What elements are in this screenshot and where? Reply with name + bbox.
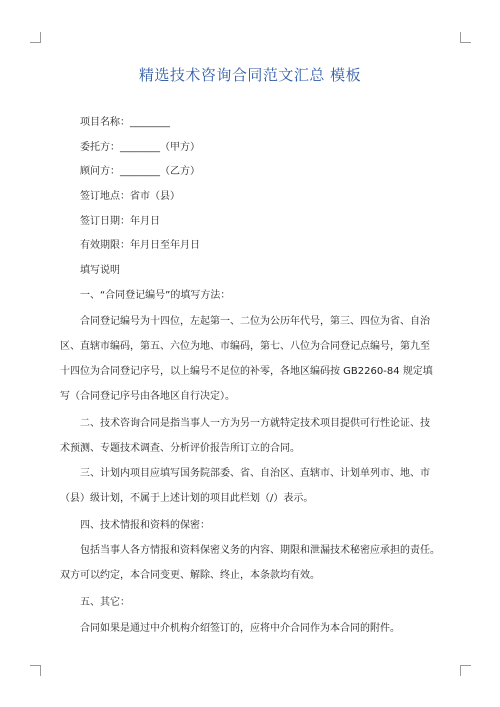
paragraph-3-line: （县）级计划，不属于上述计划的项目此栏划（/）表示。 xyxy=(60,493,314,504)
paragraph-4-line: 包括当事人各方情报和资料保密义务的内容、期限和泄漏技术秘密应承担的责任。 xyxy=(80,545,440,556)
field-validity: 有效期限：年月日至年月日 xyxy=(80,240,200,251)
field-consultant: 顾问方：________（乙方） xyxy=(80,166,200,177)
paragraph-5-line: 合同如果是通过中介机构介绍签订的，应将中介合同作为本合同的附件。 xyxy=(80,623,400,634)
paragraph-3-line: 三、计划内项目应填写国务院部委、省、自治区、直辖市、计划单列市、地、市 xyxy=(80,468,430,479)
field-client: 委托方：________（甲方） xyxy=(80,142,200,153)
paragraph-1-line: 区、直辖市编码，第五、六位为地、市编码，第七、八位为合同登记点编号，第九至 xyxy=(60,341,430,352)
paragraph-1-line: 十四位为合同登记序号，以上编号不足位的补零，各地区编码按 GB2260-84 规定填 xyxy=(60,366,433,377)
paragraph-2-line: 二、技术咨询合同是指当事人一方为另一方就特定技术项目提供可行性论证、技 xyxy=(80,418,430,429)
page-corner-mark-top-right xyxy=(460,32,471,43)
page-corner-mark-bottom-right xyxy=(460,665,471,676)
paragraph-4-line: 双方可以约定，本合同变更、解除、终止，本条款均有效。 xyxy=(60,570,320,581)
field-project-name: 项目名称：________ xyxy=(80,117,170,128)
field-sign-location: 签订地点：省市（县） xyxy=(80,191,180,202)
paragraph-1-line: 写（合同登记序号由各地区自行决定）。 xyxy=(60,391,235,402)
paragraph-2-line: 术预测、专题技术调查、分析评价报告所订立的合同。 xyxy=(60,443,300,454)
page-corner-mark-top-left xyxy=(30,32,41,43)
field-sign-date: 签订日期：年月日 xyxy=(80,216,160,227)
page-corner-mark-bottom-left xyxy=(30,665,41,676)
section-1-heading: 一、“合同登记编号”的填写方法： xyxy=(80,290,231,301)
section-4-heading: 四、技术情报和资料的保密： xyxy=(80,520,210,531)
section-5-heading: 五、其它： xyxy=(80,597,130,608)
document-title: 精选技术咨询合同范文汇总 模板 xyxy=(138,66,362,84)
instructions-heading: 填写说明 xyxy=(80,265,120,276)
paragraph-1-line: 合同登记编号为十四位，左起第一、二位为公历年代号，第三、四位为省、自治 xyxy=(80,316,430,327)
